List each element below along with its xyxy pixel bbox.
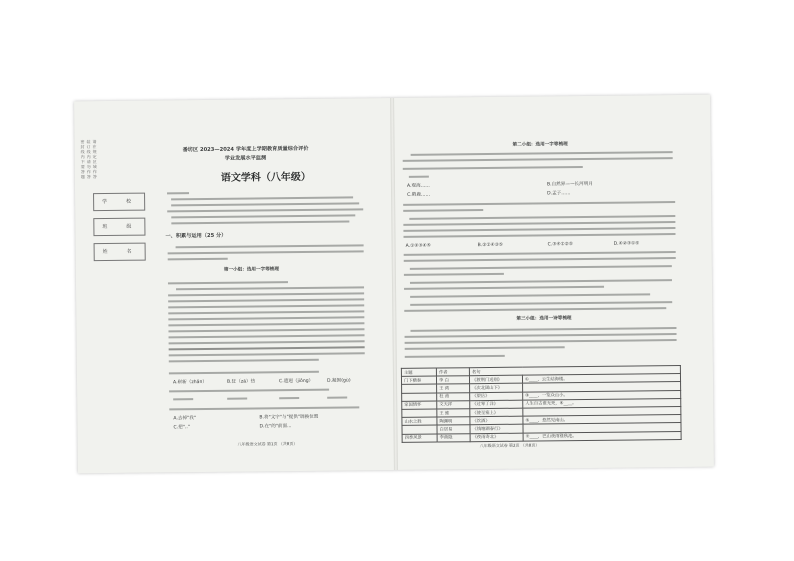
question-5 (396, 95, 710, 98)
table-cell: 《渡荆门送别》 (469, 375, 522, 384)
page-title: 语文学科（八年级） (220, 171, 311, 184)
school-field[interactable] (93, 193, 145, 212)
name-field[interactable] (94, 243, 146, 262)
q3-option-a[interactable]: A.去掉"我" (173, 416, 196, 422)
question-6 (396, 95, 710, 98)
q6-option-a[interactable]: A.①②③④⑤ (405, 243, 431, 249)
table-cell: 《夜雨寄北》 (470, 433, 523, 442)
table-cell: 白居易 (437, 425, 470, 434)
school-label: 校 (126, 198, 132, 205)
q6-option-b[interactable]: B.②①④③⑤ (477, 242, 503, 249)
q1-option-d[interactable]: D.凝固(gù) (326, 378, 351, 384)
q6-option-c[interactable]: C.③④①②⑤ (547, 242, 573, 248)
q3-option-b[interactable]: B.将"文字"与"提供"调换位置 (259, 414, 319, 421)
table-cell: 《钱塘湖春行》 (470, 424, 523, 433)
class-label: 班 (102, 223, 108, 231)
class-label: 级 (126, 223, 132, 230)
table-cell: 《过零丁洋》 (470, 400, 523, 409)
q4-option-a[interactable]: A.观海…… (406, 183, 430, 189)
name-label: 名 (126, 248, 132, 255)
instructions (74, 98, 388, 101)
table-header-cell: 主题 (401, 368, 436, 377)
q4-option-c[interactable]: C.鹤鹿…… (407, 192, 431, 198)
q4-option-b[interactable]: B.自然界——长河明月 (546, 181, 593, 188)
subsection-heading: 第二小组：选用一字等梳理 (512, 142, 568, 148)
poetry-table (401, 365, 682, 443)
passage-intro (74, 98, 388, 101)
subsection-heading: 第一小组：选用一字等梳理 (223, 267, 280, 273)
q1-option-c[interactable]: C.遗迥（jiǒng） (278, 378, 314, 385)
table-cell: 李 白 (436, 376, 469, 385)
exam-sheet (74, 95, 714, 474)
table-cell[interactable]: ⑦____，巴山夜雨涨秋池。 (523, 431, 681, 441)
q4-option-d[interactable]: D.孟子…… (547, 191, 571, 197)
table-cell: 王 维 (437, 409, 470, 418)
table-cell[interactable]: ③____，一览众山小。 (523, 390, 681, 400)
table-cell: 李商隐 (437, 433, 470, 442)
question-2-stem (169, 389, 329, 393)
table-cell: 《使至塞上》 (470, 408, 523, 417)
table-cell: 家国情怀 (402, 401, 437, 410)
q3-option-c[interactable]: C.把".." (173, 425, 190, 431)
reading-passage (74, 98, 388, 101)
table-cell: 四季风景 (402, 434, 437, 443)
binding-text: 密封线内不要答题 (80, 139, 85, 180)
question-1-stem (169, 371, 319, 375)
table-cell: 王 湾 (437, 384, 470, 393)
table-cell: 文天祥 (437, 400, 470, 409)
exam-header: 番坊区 2023—2024 学年度上学期教育质量综合评价 (182, 145, 309, 154)
subsection-heading: 第三小组：选用一诗等梳理 (516, 316, 572, 322)
poem-intro (396, 95, 710, 98)
table-header-cell: 名句 (469, 366, 680, 376)
question-7 (396, 95, 710, 98)
table-cell: 门下横秦 (401, 376, 436, 385)
binding-text: 请在规定区域作答 (92, 139, 97, 180)
table-header-cell: 作者 (436, 368, 469, 377)
left-page (74, 98, 392, 473)
page-footer: 八年级语文试卷 第1页 （共8页） (237, 441, 298, 447)
section-heading: 一、积累与运用（25 分） (165, 232, 227, 240)
table-cell[interactable]: ⑤____，悠然见南山。 (523, 415, 681, 425)
table-cell[interactable]: 人生自古谁无死，④____。 (523, 398, 681, 408)
q1-option-b[interactable]: B.狂（zā）热 (226, 379, 256, 385)
q6-option-d[interactable]: D.④②③①⑤ (613, 241, 640, 247)
page-footer: 八年级语文试卷 第2页 （共8页） (479, 442, 540, 449)
table-cell: 《望岳》 (470, 392, 523, 401)
table-cell: 《饮酒》 (470, 416, 523, 425)
q1-option-a[interactable]: A.崭新（zhǎn） (172, 379, 208, 386)
question-3-stem (169, 406, 359, 410)
class-field[interactable] (93, 218, 145, 237)
school-label: 学 (102, 198, 108, 206)
q3-option-d[interactable]: D.在"的"前面... (259, 424, 292, 430)
table-cell: 杜 甫 (437, 392, 470, 401)
name-label: 姓 (102, 248, 108, 256)
table-cell: 陶渊明 (437, 417, 470, 426)
binding-text: 装订线内请勿作答 (86, 139, 91, 180)
right-page (396, 95, 714, 470)
passage-block (396, 95, 710, 98)
exam-subheader: 学业发展水平监测 (224, 155, 267, 162)
table-cell: 山水之胜 (402, 417, 437, 426)
table-row (402, 431, 681, 442)
table-cell[interactable]: ①____，云生结海楼。 (522, 374, 680, 384)
table-cell: 《次北固山下》 (470, 384, 523, 393)
